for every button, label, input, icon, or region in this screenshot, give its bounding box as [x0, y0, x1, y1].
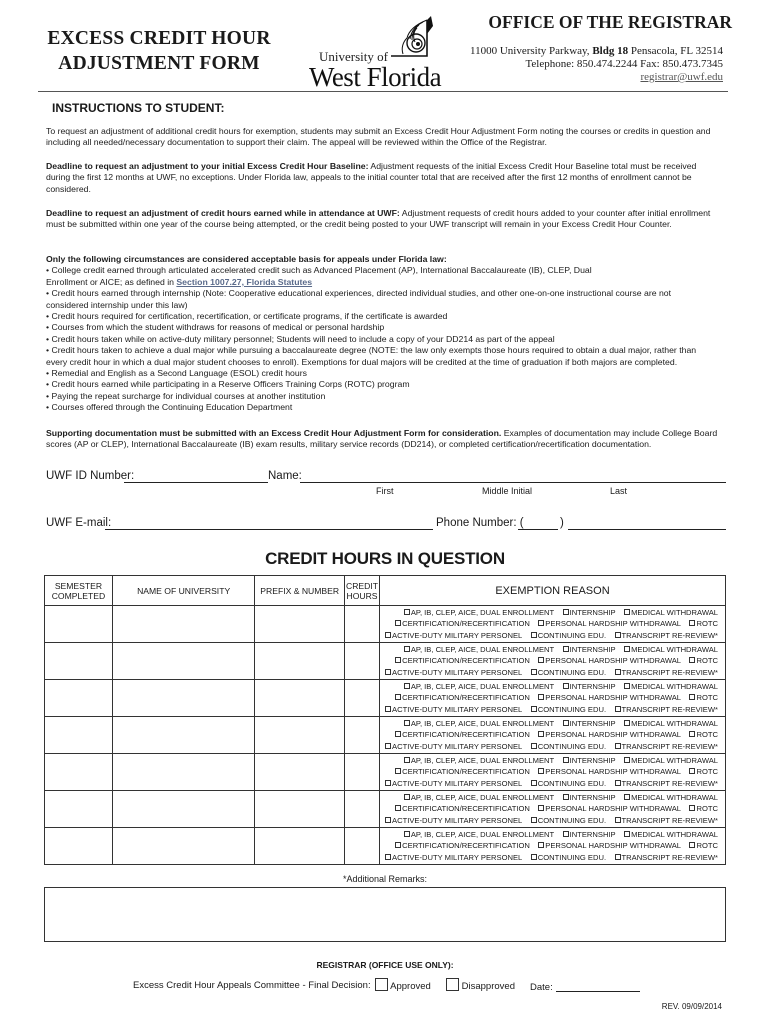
exemption-option-label: PERSONAL HARDSHIP WITHDRAWAL: [545, 804, 682, 814]
semester-cell[interactable]: [45, 717, 113, 754]
exemption-options-line: [380, 704, 718, 715]
exemption-checkbox[interactable]: [395, 657, 401, 663]
deadline-baseline: [46, 161, 722, 195]
exemption-option-label: CERTIFICATION/RECERTIFICATION: [402, 804, 530, 814]
documentation-text: Examples of documentation may include College Board scores (AP or CLEP), International Baccalaureate (IB) exam results, military service records (DD214), or completed certification/recertification documentation.: [46, 428, 718, 450]
exemption-reason-cell: [380, 828, 726, 865]
exemption-options-line: [380, 655, 718, 666]
exemption-option-label: ACTIVE-DUTY MILITARY PERSONEL: [392, 667, 523, 677]
exemption-options-line: [380, 692, 718, 703]
approved-option[interactable]: [375, 978, 431, 992]
exemption-checkbox[interactable]: [615, 743, 621, 749]
approved-label: Approved: [390, 981, 431, 992]
exemption-checkbox[interactable]: [689, 731, 695, 737]
exemption-checkbox[interactable]: [538, 657, 544, 663]
exemption-options-line: [380, 840, 718, 851]
exemption-option-label: TRANSCRIPT RE-REVIEW*: [621, 852, 718, 862]
exemption-checkbox[interactable]: [531, 817, 537, 823]
exemption-checkbox[interactable]: [563, 720, 569, 726]
exemption-option-label: ROTC: [696, 656, 718, 666]
exemption-options-line: [380, 778, 718, 789]
exemption-options-line: [380, 755, 718, 766]
col-semester: SEMESTER COMPLETED: [45, 576, 113, 606]
address-city: Pensacola, FL 32514: [630, 45, 723, 57]
exemption-checkbox[interactable]: [538, 694, 544, 700]
exemption-checkbox[interactable]: [615, 817, 621, 823]
exemption-checkbox[interactable]: [531, 743, 537, 749]
exemption-option-label: ROTC: [696, 730, 718, 740]
exemption-options-line: [380, 630, 718, 641]
remarks-textarea[interactable]: [44, 887, 726, 942]
exemption-option-label: MEDICAL WITHDRAWAL: [631, 756, 718, 765]
university-cell[interactable]: [112, 828, 254, 865]
disapproved-label: Disapproved: [461, 981, 515, 992]
logo-university-of: University of: [319, 49, 388, 64]
list-item: • Remedial and English as a Second Language (ESOL) credit hours: [46, 368, 307, 379]
exemption-options-line: [380, 667, 718, 678]
credit-hours-table: [44, 575, 726, 865]
exemption-checkbox[interactable]: [395, 768, 401, 774]
university-cell[interactable]: [112, 754, 254, 791]
credit-hours-title: CREDIT HOURS IN QUESTION: [265, 549, 505, 568]
phone-number-input[interactable]: [568, 518, 726, 530]
exemption-option-label: CERTIFICATION/RECERTIFICATION: [402, 767, 530, 777]
last-name-label: Last: [610, 486, 628, 496]
exemption-option-label: ACTIVE-DUTY MILITARY PERSONEL: [392, 852, 523, 862]
exemption-option-label: MEDICAL WITHDRAWAL: [631, 645, 718, 654]
circumstances-heading: Only the following circumstances are considered acceptable basis for appeals under Florida law:: [46, 254, 447, 264]
col-prefix-number: PREFIX & NUMBER: [255, 576, 345, 606]
exemption-checkbox[interactable]: [624, 683, 630, 689]
exemption-checkbox[interactable]: [689, 694, 695, 700]
table-row: [45, 717, 726, 754]
exemption-option-label: AP, IB, CLEP, AICE, DUAL ENROLLMENT: [410, 719, 555, 728]
bullet-accelerated-credit-cont: Enrollment or AICE; as defined in: [46, 276, 177, 287]
exemption-options-line: [380, 852, 718, 863]
documentation-note: [46, 428, 722, 451]
exemption-option-label: PERSONAL HARDSHIP WITHDRAWAL: [545, 693, 682, 703]
exemption-option-label: MEDICAL WITHDRAWAL: [631, 682, 718, 691]
exemption-checkbox[interactable]: [385, 632, 391, 638]
exemption-checkbox[interactable]: [404, 646, 410, 652]
uwf-id-label: UWF ID Number:: [46, 470, 135, 482]
list-item: • Credit hours earned through internship (Note: Cooperative educational experiences, directed individual studies, and other one-on-one instructional course are not: [46, 288, 672, 299]
address-street: 11000 University Parkway,: [470, 45, 590, 57]
exemption-option-label: CERTIFICATION/RECERTIFICATION: [402, 730, 530, 740]
circumstances-list: [46, 254, 722, 414]
exemption-option-label: ROTC: [696, 619, 718, 629]
university-cell[interactable]: [112, 717, 254, 754]
table-header-row: [45, 576, 726, 606]
exemption-checkbox[interactable]: [395, 805, 401, 811]
exemption-option-label: ACTIVE-DUTY MILITARY PERSONEL: [392, 815, 523, 825]
exemption-option-label: CONTINUING EDU.: [537, 815, 607, 825]
exemption-checkbox[interactable]: [563, 683, 569, 689]
col-exemption-reason: EXEMPTION REASON: [380, 576, 726, 606]
credit-hours-cell[interactable]: [345, 680, 380, 717]
exemption-checkbox[interactable]: [689, 620, 695, 626]
exemption-option-label: CERTIFICATION/RECERTIFICATION: [402, 693, 530, 703]
name-label: Name:: [268, 470, 302, 482]
semester-cell[interactable]: [45, 643, 113, 680]
exemption-checkbox[interactable]: [563, 609, 569, 615]
registrar-email-link[interactable]: registrar@uwf.edu: [640, 71, 723, 83]
exemption-checkbox[interactable]: [624, 831, 630, 837]
exemption-checkbox[interactable]: [385, 854, 391, 860]
exemption-options-line: [380, 718, 718, 729]
exemption-option-label: PERSONAL HARDSHIP WITHDRAWAL: [545, 730, 682, 740]
prefix-number-cell[interactable]: [255, 754, 345, 791]
university-cell[interactable]: [112, 606, 254, 643]
prefix-number-cell[interactable]: [255, 680, 345, 717]
prefix-number-cell[interactable]: [255, 828, 345, 865]
remarks-label: *Additional Remarks:: [342, 874, 428, 884]
semester-cell[interactable]: [45, 828, 113, 865]
exemption-option-label: AP, IB, CLEP, AICE, DUAL ENROLLMENT: [410, 756, 555, 765]
exemption-checkbox[interactable]: [689, 842, 695, 848]
exemption-checkbox[interactable]: [538, 731, 544, 737]
bullet-accelerated-credit: • College credit earned through articulated accelerated credit such as Advanced Placement (AP), International Baccalaureate (IB), CLEP, Dual: [46, 265, 592, 276]
exemption-options-line: [380, 741, 718, 752]
exemption-option-label: CONTINUING EDU.: [537, 778, 607, 788]
name-input[interactable]: [300, 471, 726, 483]
exemption-checkbox[interactable]: [563, 831, 569, 837]
exemption-option-label: MEDICAL WITHDRAWAL: [631, 719, 718, 728]
credit-hours-cell[interactable]: [345, 606, 380, 643]
disapproved-checkbox[interactable]: [446, 978, 459, 991]
exemption-checkbox[interactable]: [404, 757, 410, 763]
deadline-baseline-label: Deadline to request an adjustment to your initial Excess Credit Hour Baseline:: [46, 161, 369, 171]
table-row: [45, 754, 726, 791]
exemption-option-label: MEDICAL WITHDRAWAL: [631, 830, 718, 839]
list-item: every credit hour in which a dual major student chooses to enroll). Exemptions for dual majors will be credited at the time of graduation if both majors are completed.: [46, 356, 678, 367]
list-item: • Paying the repeat surcharge for individual courses at another institution: [46, 390, 326, 401]
exemption-options-line: [380, 829, 718, 840]
list-item: considered internship under this law): [46, 299, 188, 310]
exemption-checkbox[interactable]: [615, 632, 621, 638]
list-item: • Courses offered through the Continuing Education Department: [46, 402, 293, 413]
exemption-option-label: AP, IB, CLEP, AICE, DUAL ENROLLMENT: [410, 645, 555, 654]
exemption-option-label: CONTINUING EDU.: [537, 667, 607, 677]
exemption-checkbox[interactable]: [385, 706, 391, 712]
exemption-options-line: [380, 803, 718, 814]
exemption-checkbox[interactable]: [385, 669, 391, 675]
table-row: [45, 791, 726, 828]
exemption-option-label: PERSONAL HARDSHIP WITHDRAWAL: [545, 841, 682, 851]
form-title-line2: ADJUSTMENT FORM: [58, 53, 260, 74]
exemption-checkbox[interactable]: [615, 854, 621, 860]
exemption-checkbox[interactable]: [385, 780, 391, 786]
office-use-heading: REGISTRAR (OFFICE USE ONLY):: [316, 960, 454, 970]
exemption-checkbox[interactable]: [395, 842, 401, 848]
disapproved-option[interactable]: [446, 978, 515, 992]
col-credit-hours: CREDIT HOURS: [345, 576, 380, 606]
exemption-checkbox[interactable]: [689, 768, 695, 774]
uwf-id-input[interactable]: [124, 471, 268, 483]
table-row: [45, 828, 726, 865]
exemption-checkbox[interactable]: [624, 794, 630, 800]
exemption-option-label: INTERNSHIP: [569, 682, 616, 691]
semester-cell[interactable]: [45, 680, 113, 717]
exemption-options-line: [380, 815, 718, 826]
exemption-checkbox[interactable]: [531, 706, 537, 712]
col-university: NAME OF UNIVERSITY: [112, 576, 254, 606]
university-cell[interactable]: [112, 680, 254, 717]
exemption-checkbox[interactable]: [624, 646, 630, 652]
exemption-checkbox[interactable]: [531, 669, 537, 675]
exemption-option-label: ACTIVE-DUTY MILITARY PERSONEL: [392, 741, 523, 751]
exemption-option-label: ACTIVE-DUTY MILITARY PERSONEL: [392, 704, 523, 714]
exemption-option-label: TRANSCRIPT RE-REVIEW*: [621, 741, 718, 751]
exemption-option-label: AP, IB, CLEP, AICE, DUAL ENROLLMENT: [410, 608, 555, 617]
exemption-reason-cell: [380, 606, 726, 643]
exemption-checkbox[interactable]: [615, 669, 621, 675]
list-item: • Courses from which the student withdraws for reasons of medical or personal hardship: [46, 322, 385, 333]
exemption-checkbox[interactable]: [615, 780, 621, 786]
prefix-number-cell[interactable]: [255, 606, 345, 643]
exemption-option-label: CERTIFICATION/RECERTIFICATION: [402, 841, 530, 851]
deadline-attendance-text: Adjustment requests of credit hours added to your counter after initial enrollment must be submitted within one year of the course being attempted, or the credit being posted to your UWF transcript will remain in your Excess Credit Hour Counter.: [46, 208, 711, 230]
exemption-checkbox[interactable]: [615, 706, 621, 712]
exemption-option-label: CONTINUING EDU.: [537, 741, 607, 751]
exemption-option-label: AP, IB, CLEP, AICE, DUAL ENROLLMENT: [410, 682, 555, 691]
exemption-checkbox[interactable]: [563, 794, 569, 800]
exemption-checkbox[interactable]: [538, 768, 544, 774]
exemption-checkbox[interactable]: [531, 854, 537, 860]
exemption-option-label: INTERNSHIP: [569, 756, 616, 765]
exemption-checkbox[interactable]: [395, 694, 401, 700]
exemption-checkbox[interactable]: [404, 609, 410, 615]
header-divider: [38, 91, 728, 92]
exemption-option-label: ROTC: [696, 693, 718, 703]
exemption-option-label: ROTC: [696, 767, 718, 777]
revision-date: REV. 09/09/2014: [661, 1002, 722, 1011]
exemption-checkbox[interactable]: [385, 817, 391, 823]
table-row: [45, 680, 726, 717]
credit-hours-cell[interactable]: [345, 791, 380, 828]
university-cell[interactable]: [112, 643, 254, 680]
list-item: • Credit hours required for certification, recertification, or certificate programs, if the certificate is awarded: [46, 311, 448, 322]
exemption-options-line: [380, 618, 718, 629]
exemption-options-line: [380, 607, 718, 618]
exemption-option-label: AP, IB, CLEP, AICE, DUAL ENROLLMENT: [410, 793, 555, 802]
exemption-option-label: ROTC: [696, 804, 718, 814]
logo-west-florida: West Florida: [309, 62, 442, 92]
form-title: [28, 26, 290, 76]
middle-initial-label: Middle Initial: [482, 486, 533, 496]
exemption-option-label: ACTIVE-DUTY MILITARY PERSONEL: [392, 778, 523, 788]
exemption-checkbox[interactable]: [624, 720, 630, 726]
exemption-option-label: MEDICAL WITHDRAWAL: [631, 608, 718, 617]
exemption-checkbox[interactable]: [538, 842, 544, 848]
exemption-checkbox[interactable]: [404, 720, 410, 726]
exemption-option-label: INTERNSHIP: [569, 830, 616, 839]
exemption-option-label: CONTINUING EDU.: [537, 630, 607, 640]
exemption-checkbox[interactable]: [385, 743, 391, 749]
phone-paren-close: ): [560, 517, 564, 529]
exemption-checkbox[interactable]: [531, 632, 537, 638]
credit-hours-cell[interactable]: [345, 643, 380, 680]
deadline-baseline-text: Adjustment requests of the initial Excess Credit Hour Baseline total must be received during the first 12 months at UWF, no exceptions. Under Florida law, appeals to the initial counter total that are received after the first 12 months of enrollment cannot be considered.: [46, 161, 697, 194]
exemption-option-label: TRANSCRIPT RE-REVIEW*: [621, 667, 718, 677]
exemption-option-label: INTERNSHIP: [569, 608, 616, 617]
credit-hours-cell[interactable]: [345, 754, 380, 791]
exemption-option-label: PERSONAL HARDSHIP WITHDRAWAL: [545, 767, 682, 777]
exemption-option-label: CERTIFICATION/RECERTIFICATION: [402, 619, 530, 629]
prefix-number-cell[interactable]: [255, 643, 345, 680]
exemption-checkbox[interactable]: [563, 757, 569, 763]
exemption-option-label: ROTC: [696, 841, 718, 851]
exemption-checkbox[interactable]: [404, 831, 410, 837]
exemption-option-label: MEDICAL WITHDRAWAL: [631, 793, 718, 802]
exemption-option-label: TRANSCRIPT RE-REVIEW*: [621, 778, 718, 788]
form-title-line1: EXCESS CREDIT HOUR: [47, 28, 271, 49]
credit-hours-cell[interactable]: [345, 828, 380, 865]
exemption-option-label: PERSONAL HARDSHIP WITHDRAWAL: [545, 656, 682, 666]
statute-link[interactable]: Section 1007.27, Florida Statutes: [176, 276, 313, 287]
prefix-number-cell[interactable]: [255, 717, 345, 754]
exemption-option-label: INTERNSHIP: [569, 793, 616, 802]
semester-cell[interactable]: [45, 606, 113, 643]
exemption-option-label: TRANSCRIPT RE-REVIEW*: [621, 815, 718, 825]
exemption-reason-cell: [380, 754, 726, 791]
semester-cell[interactable]: [45, 791, 113, 828]
phone-label: Phone Number: (: [436, 517, 524, 529]
exemption-reason-cell: [380, 680, 726, 717]
table-row: [45, 643, 726, 680]
first-name-label: First: [376, 486, 394, 496]
office-title: OFFICE OF THE REGISTRAR: [488, 12, 732, 32]
deadline-attendance: [46, 208, 722, 231]
exemption-option-label: INTERNSHIP: [569, 645, 616, 654]
exemption-reason-cell: [380, 791, 726, 828]
exemption-options-line: [380, 792, 718, 803]
exemption-option-label: PERSONAL HARDSHIP WITHDRAWAL: [545, 619, 682, 629]
exemption-checkbox[interactable]: [395, 620, 401, 626]
instructions-heading: INSTRUCTIONS TO STUDENT:: [52, 101, 225, 115]
final-decision-label: Excess Credit Hour Appeals Committee - Final Decision:: [133, 980, 371, 991]
deadline-attendance-label: Deadline to request an adjustment of credit hours earned while in attendance at UWF:: [46, 208, 400, 218]
exemption-checkbox[interactable]: [395, 731, 401, 737]
date-input[interactable]: [556, 980, 640, 992]
date-label: Date:: [530, 982, 553, 993]
exemption-options-line: [380, 766, 718, 777]
credit-hours-cell[interactable]: [345, 717, 380, 754]
exemption-checkbox[interactable]: [404, 794, 410, 800]
exemption-options-line: [380, 729, 718, 740]
approved-checkbox[interactable]: [375, 978, 388, 991]
exemption-option-label: CONTINUING EDU.: [537, 852, 607, 862]
semester-cell[interactable]: [45, 754, 113, 791]
exemption-option-label: ACTIVE-DUTY MILITARY PERSONEL: [392, 630, 523, 640]
nautilus-shell-icon: [387, 16, 439, 68]
exemption-checkbox[interactable]: [689, 805, 695, 811]
list-item: • Credit hours earned while participating in a Reserve Officers Training Corps (ROTC) program: [46, 379, 410, 390]
telephone-fax: Telephone: 850.474.2244 Fax: 850.473.7345: [525, 58, 723, 70]
exemption-option-label: CERTIFICATION/RECERTIFICATION: [402, 656, 530, 666]
email-input[interactable]: [105, 518, 433, 530]
instructions-intro: To request an adjustment of additional credit hours for exemption, students may submit an Excess Credit Hour Adjustment Form noting the courses or credits in question and including all needed/necessary documentation to support their claim. The appeal will be reviewed within the Office of the Registrar.: [46, 126, 711, 148]
exemption-checkbox[interactable]: [563, 646, 569, 652]
list-item: • Credit hours taken to achieve a dual major while pursuing a baccalaureate degree (NOTE: the law only exempts those hours required to obtain a dual major, rather than: [46, 345, 697, 356]
exemption-option-label: TRANSCRIPT RE-REVIEW*: [621, 630, 718, 640]
exemption-checkbox[interactable]: [689, 657, 695, 663]
exemption-option-label: INTERNSHIP: [569, 719, 616, 728]
exemption-checkbox[interactable]: [404, 683, 410, 689]
exemption-checkbox[interactable]: [531, 780, 537, 786]
exemption-checkbox[interactable]: [624, 757, 630, 763]
prefix-number-cell[interactable]: [255, 791, 345, 828]
documentation-label: Supporting documentation must be submitted with an Excess Credit Hour Adjustment Form for consideration.: [46, 428, 502, 438]
exemption-option-label: TRANSCRIPT RE-REVIEW*: [621, 704, 718, 714]
university-cell[interactable]: [112, 791, 254, 828]
email-label: UWF E-mail:: [46, 517, 112, 529]
address-line: [440, 45, 723, 58]
exemption-options-line: [380, 681, 718, 692]
exemption-options-line: [380, 644, 718, 655]
exemption-option-label: CONTINUING EDU.: [537, 704, 607, 714]
exemption-checkbox[interactable]: [538, 805, 544, 811]
exemption-reason-cell: [380, 643, 726, 680]
exemption-checkbox[interactable]: [538, 620, 544, 626]
address-bldg: Bldg 18: [592, 45, 629, 57]
exemption-option-label: AP, IB, CLEP, AICE, DUAL ENROLLMENT: [410, 830, 555, 839]
table-row: [45, 606, 726, 643]
list-item: • Credit hours taken while on active-duty military personnel; Students will need to include a copy of your DD214 as part of the appeal: [46, 333, 555, 344]
exemption-reason-cell: [380, 717, 726, 754]
phone-area-code-input[interactable]: [518, 518, 558, 530]
exemption-checkbox[interactable]: [624, 609, 630, 615]
